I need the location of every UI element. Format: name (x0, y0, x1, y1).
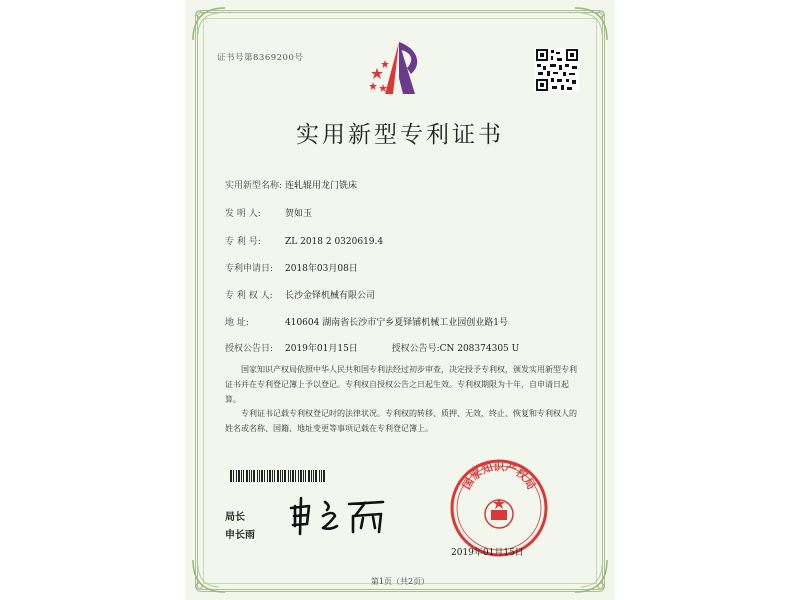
certificate-paragraph-2: 专利证书记载专利权登记时的法律状况。专利权的转移、质押、无效、终止、恢复和专利权人的姓名或名称、国籍、地址变更等事项记载在专利登记簿上。 (225, 409, 577, 433)
corner-ornament-icon (189, 4, 229, 44)
patent-certificate (185, 0, 615, 600)
seal-text: 国家知识产权局 (460, 459, 538, 492)
field-value: 410604 湖南省长沙市宁乡夏铎铺机械工业园创业路1号 (285, 318, 508, 328)
qr-code-icon (535, 48, 579, 92)
field-value: ZL 2018 2 0320619.4 (285, 237, 384, 247)
field-label: 发 明 人: (225, 209, 261, 219)
field-label: 专 利 权 人: (225, 291, 273, 301)
svg-text:国家知识产权局 (459, 459, 538, 492)
field-value: 连轧辊用龙门铣床 (285, 181, 358, 191)
director-title: 局长 (225, 512, 245, 523)
field-value: 2019年01月15日 (285, 344, 358, 354)
field-value: 2018年03月08日 (285, 264, 358, 274)
field-label: 专 利 号: (225, 237, 261, 247)
corner-ornament-icon (571, 4, 611, 44)
page-number: 第1页（共2页） (370, 577, 430, 586)
field-utility-model-name (225, 178, 357, 191)
field-application-date (225, 261, 358, 274)
field-value: 贺如玉 (285, 209, 313, 219)
field-grant-date (225, 341, 519, 354)
field-value: CN 208374305 U (439, 344, 520, 354)
seal-date: 2019年01月15日 (451, 548, 524, 558)
certificate-title: 实用新型专利证书 (296, 122, 504, 148)
field-label: 专利申请日: (225, 264, 274, 274)
field-label: 授权公告号: (391, 344, 440, 354)
field-patent-number (225, 234, 383, 247)
field-label: 实用新型名称: (225, 181, 283, 191)
barcode-icon (230, 470, 328, 482)
field-value: 长沙金铎机械有限公司 (285, 291, 376, 301)
field-inventor (225, 206, 312, 219)
official-seal-icon (449, 458, 549, 558)
field-label: 地 址: (225, 318, 249, 328)
field-patentee (225, 288, 375, 301)
patent-office-logo-icon (365, 38, 435, 100)
director-name: 申长雨 (225, 530, 255, 541)
certificate-paragraph-1: 国家知识产权局依照中华人民共和国专利法经过初步审查，决定授予专利权，颁发实用新型专利证书并在专利登记簿上予以登记。专利权自授权公告之日起生效。专利权期限为十年，自申请日起算。 (225, 365, 577, 404)
signature-icon (285, 494, 395, 538)
field-address (225, 315, 508, 328)
field-label: 授权公告日: (225, 344, 274, 354)
certificate-number: 证书号第8369200号 (217, 53, 304, 63)
